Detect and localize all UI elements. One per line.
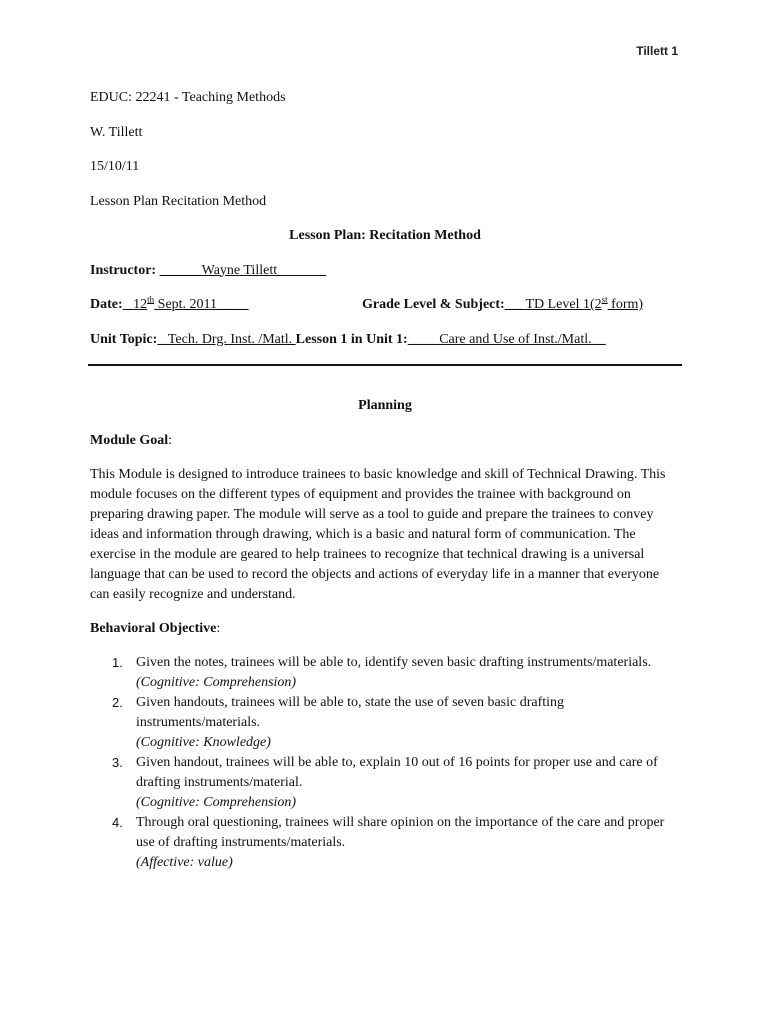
objective-text: Given handouts, trainees will be able to, state the use of seven basic drafting instruments/materials.: [136, 694, 565, 730]
grade-block: [362, 295, 643, 315]
objective-number: 1.: [112, 654, 123, 670]
subject-line: Lesson Plan Recitation Method: [90, 193, 267, 209]
objective-number: 2.: [112, 694, 123, 710]
behavioral-objective-heading: [90, 619, 680, 639]
list-item: [90, 693, 680, 753]
date-grade-row: [90, 295, 680, 315]
course-line: EDUC: 22241 - Teaching Methods: [90, 90, 286, 105]
objective-number: 3.: [112, 754, 123, 770]
author-line: W. Tillett: [90, 124, 143, 140]
grade-value: TD Level 1(2: [525, 297, 602, 312]
behavioral-objective-colon: :: [216, 620, 221, 636]
objective-number: 4.: [112, 814, 123, 830]
planning-heading: Planning: [358, 398, 412, 413]
unit-topic-label: Unit Topic:: [90, 331, 158, 347]
behavioral-objective-label: Behavioral Objective: [90, 620, 217, 636]
grade-post: form): [607, 297, 644, 312]
module-goal-colon: :: [168, 432, 173, 448]
page-header-label: Tillett 1: [636, 44, 678, 58]
lesson-plan-title: Lesson Plan: Recitation Method: [289, 228, 481, 243]
module-goal-heading: [90, 431, 680, 451]
list-item: [90, 753, 680, 813]
date-line: 15/10/11: [90, 159, 140, 174]
objective-text: Given handout, trainees will be able to, explain 10 out of 16 points for proper use and care of drafting instruments/material.: [136, 754, 658, 790]
instructor-value: Wayne Tillett: [201, 262, 278, 278]
grade-pre: __: [504, 297, 526, 312]
instructor-pre: ______: [159, 262, 202, 278]
unit-topic-value: _Tech. Drg. Inst. /Matl.: [157, 331, 296, 347]
module-goal-text: This Module is designed to introduce trainees to basic knowledge and skill of Technical Drawing. This module focuses on the different types of equipment and provides the trainee with background on preparing drawing paper. The module will serve as a tool to guide and prepare the trainees to convey ideas and information through drawing, which is a basic and natural form of communication. The exercise in the module are geared to help trainees to recognize that technical drawing is a universal language that can be used to record the objects and actions of everyday life in a manner that everyone can easily recognize and understand.: [90, 466, 666, 602]
instructor-label: Instructor:: [90, 262, 157, 278]
objective-text: Through oral questioning, trainees will share opinion on the importance of the care and proper use of drafting instruments/materials.: [136, 814, 665, 850]
section-divider: [88, 364, 682, 366]
date-label: Date:: [90, 297, 123, 312]
date-day-suffix: th: [147, 294, 155, 305]
objective-text: Given the notes, trainees will be able to, identify seven basic drafting instruments/materials.: [136, 654, 652, 670]
list-item: [90, 653, 680, 693]
module-goal-label: Module Goal: [90, 432, 169, 448]
date-day: 12: [133, 297, 148, 312]
objective-category: (Cognitive: Knowledge): [136, 734, 271, 750]
list-item: [90, 813, 680, 873]
unit-row: [90, 330, 680, 350]
instructor-row: [90, 261, 680, 281]
grade-label: Grade Level & Subject:: [362, 297, 505, 312]
objectives-list: [90, 653, 680, 873]
date-pre: _: [122, 297, 134, 312]
objective-category: (Affective: value): [136, 854, 233, 870]
document-body: [90, 88, 680, 873]
objective-category: (Cognitive: Comprehension): [136, 674, 297, 690]
lesson-label: Lesson 1 in Unit 1:: [295, 331, 408, 347]
grade-suffix: st: [601, 294, 608, 305]
instructor-post: _______: [277, 262, 327, 278]
objective-category: (Cognitive: Comprehension): [136, 794, 297, 810]
date-rest: Sept. 2011___ _: [154, 297, 249, 312]
lesson-value: ____Care and Use of Inst./Matl.__: [407, 331, 606, 347]
